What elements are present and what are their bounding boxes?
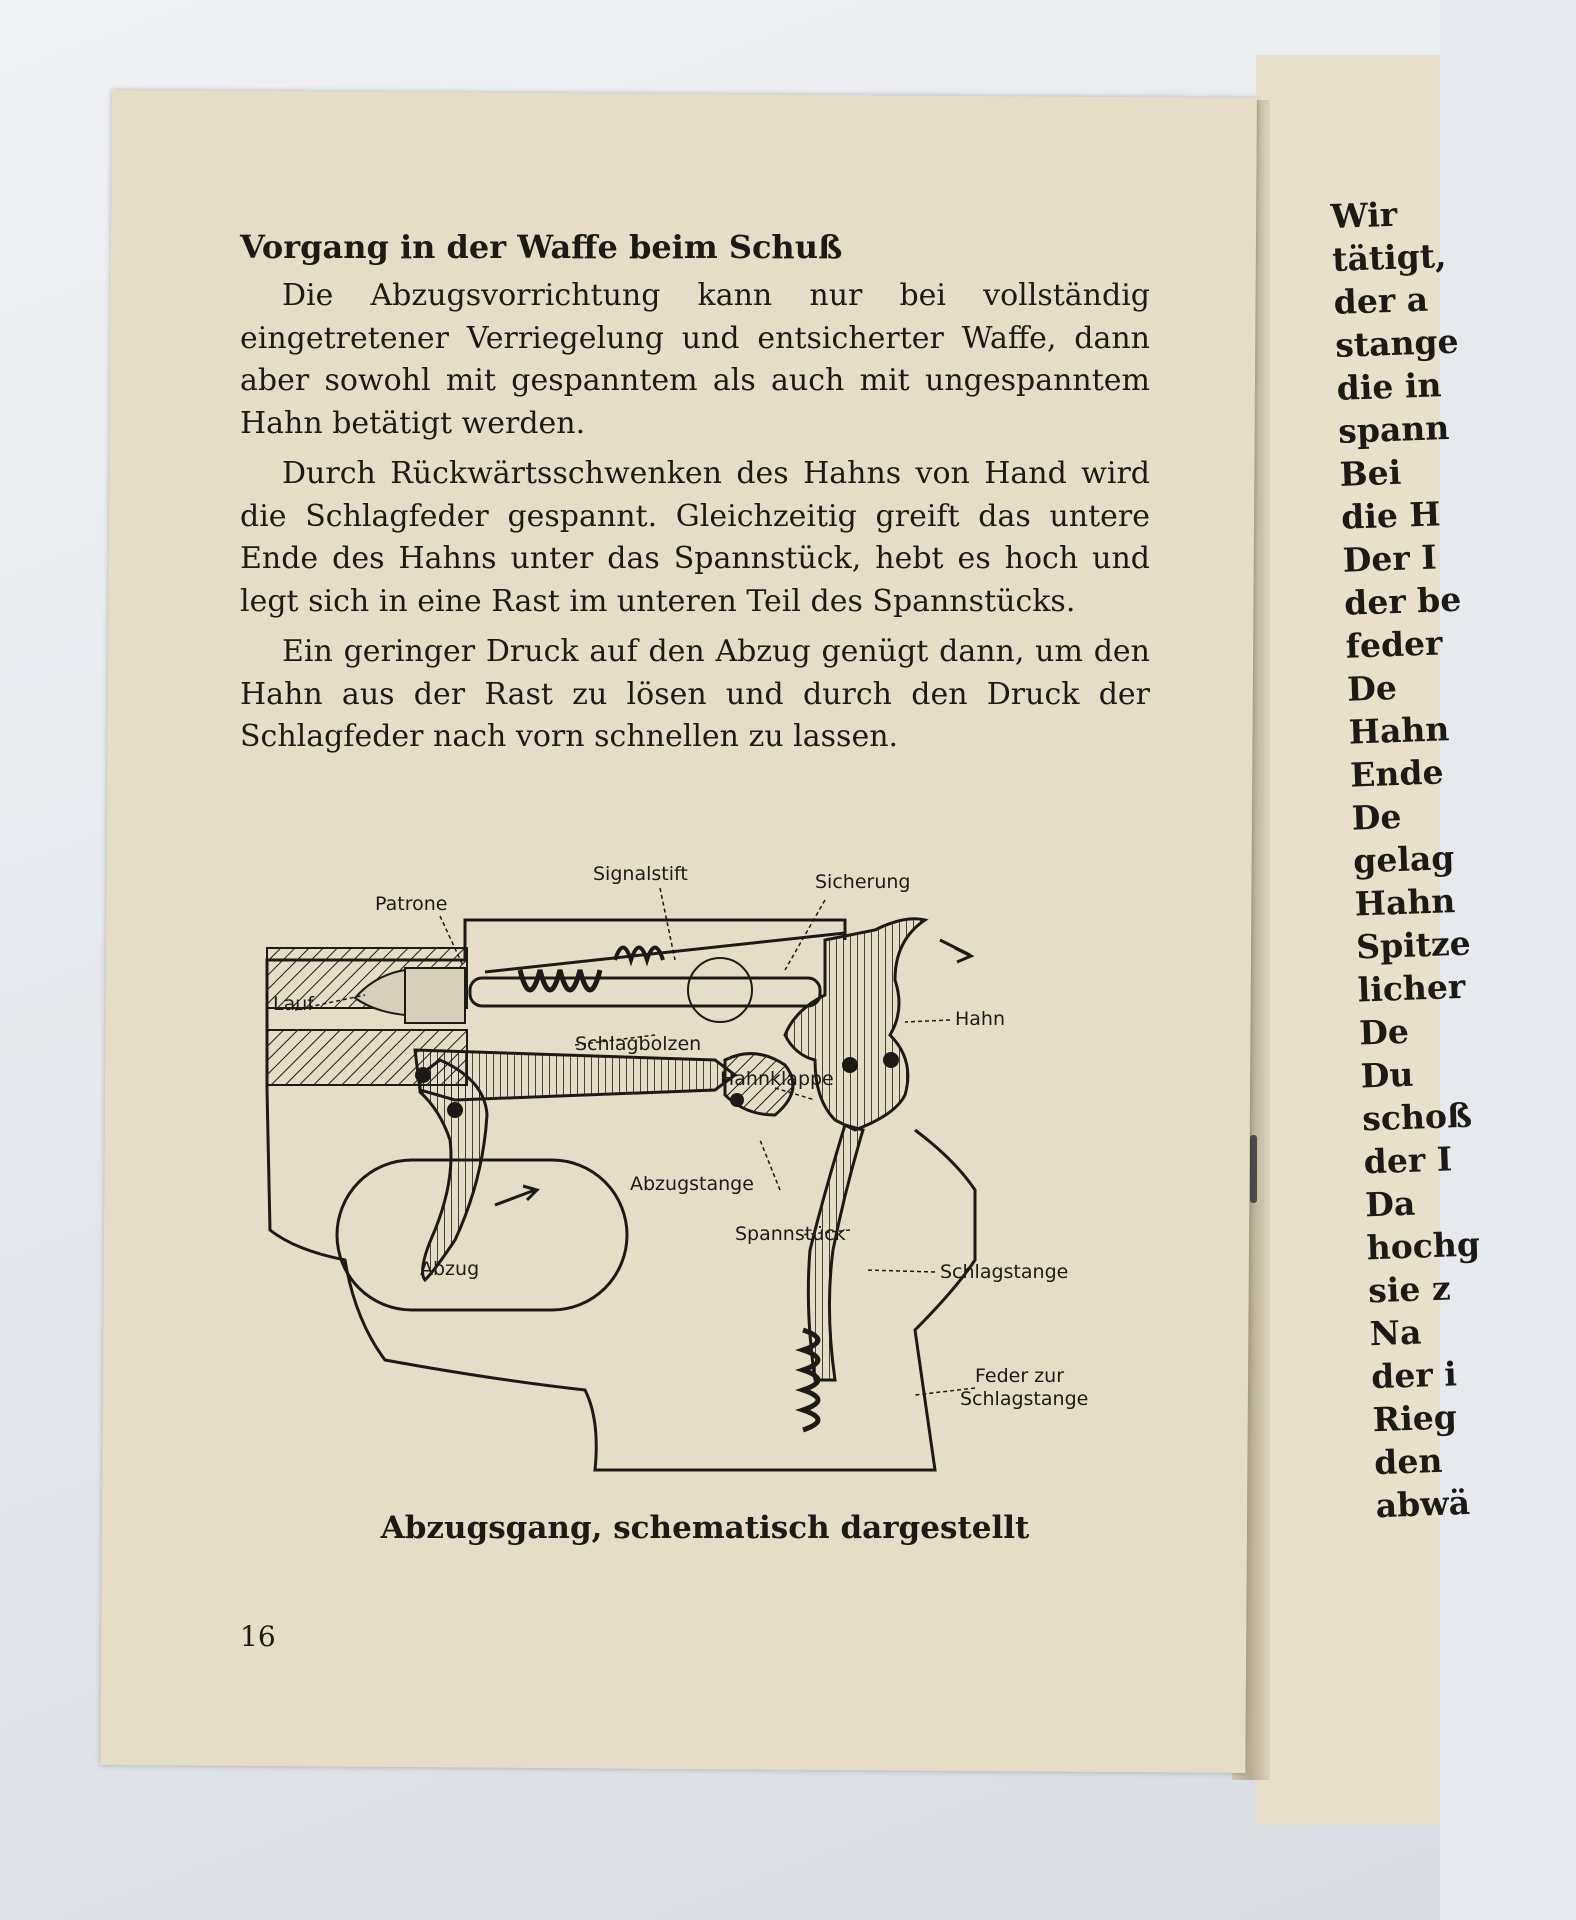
right-page-line: Da — [1364, 1183, 1416, 1225]
figure-caption: Abzugsgang, schematisch dargestellt — [380, 1510, 1030, 1546]
right-page-line: Wir — [1330, 194, 1398, 236]
right-page-line: De — [1358, 1011, 1410, 1053]
label-sicherung: Sicherung — [815, 871, 911, 893]
trigger — [420, 1060, 487, 1280]
right-page-line: gelag — [1352, 838, 1455, 881]
right-page-line: Ende — [1349, 752, 1445, 795]
right-page-line: De — [1346, 667, 1398, 709]
paragraph-3: Ein geringer Druck auf den Abzug genügt dann, um den Hahn aus der Rast zu lösen und durch den Druck der Schlagfeder nach vorn schnellen zu lassen. — [240, 634, 1150, 754]
label-abzugstange: Abzugstange — [630, 1173, 754, 1195]
right-page-line: die in — [1336, 365, 1442, 408]
section-heading: Vorgang in der Waffe beim Schuß — [240, 228, 843, 266]
right-page-line: Spitze — [1355, 923, 1472, 967]
label-hahn: Hahn — [955, 1008, 1006, 1030]
right-page-line: Na — [1369, 1312, 1422, 1354]
label-signalstift: Signalstift — [593, 863, 688, 885]
right-page-line: licher — [1357, 966, 1466, 1010]
label-lauf: Lauf — [273, 993, 314, 1015]
label-spannstueck: Spannstück — [735, 1223, 846, 1245]
right-page-line: Hahn — [1354, 881, 1456, 924]
label-abzug: Abzug — [420, 1258, 480, 1280]
right-page-line: Du — [1360, 1054, 1415, 1096]
safety-circle — [688, 958, 752, 1022]
right-page — [1256, 55, 1481, 1825]
hammer — [785, 919, 925, 1130]
paragraph-2: Durch Rückwärtsschwenken des Hahns von Hand wird die Schlagfeder gespannt. Gleichzeitig greift das untere Ende des Hahns unter das Spannstück, hebt es hoch und legt sich in eine Rast im unteren Teil des Spannstücks. — [240, 456, 1150, 619]
right-page-line: abwä — [1375, 1482, 1471, 1526]
right-page-line: der i — [1370, 1354, 1458, 1397]
label-schlagstange: Schlagstange — [940, 1261, 1069, 1283]
right-page-line: spann — [1337, 407, 1450, 451]
trigger-mechanism-diagram — [255, 860, 1155, 1500]
trigger-guard — [337, 1160, 627, 1310]
right-page-line: der be — [1343, 579, 1462, 623]
right-page-line: die H — [1340, 494, 1442, 537]
page-number: 16 — [240, 1620, 276, 1653]
label-hahnklappe: Hahnklappe — [720, 1068, 834, 1090]
right-page-line: Rieg — [1372, 1397, 1458, 1440]
signal-pin — [485, 933, 845, 972]
hammer-arrow — [940, 940, 971, 962]
right-page-line: schoß — [1361, 1095, 1473, 1139]
right-page-line: den — [1373, 1440, 1443, 1483]
trigger-arrow — [495, 1186, 537, 1205]
right-page-line: der I — [1363, 1139, 1453, 1182]
right-page-line: Der I — [1342, 537, 1438, 580]
paragraph-1: Die Abzugsvorrichtung kann nur bei vollständig eingetretener Verriegelung und entsicherter Waffe, dann aber sowohl mit gespanntem als auch mit ungespanntem Hahn betätigt werden. — [240, 278, 1150, 441]
right-page-line: stange — [1334, 321, 1460, 365]
mainspring — [803, 1330, 818, 1430]
label-schlagbolzen: Schlagbolzen — [575, 1033, 702, 1055]
right-page-line: feder — [1345, 623, 1444, 666]
right-page-line: tätigt, — [1331, 235, 1448, 279]
label-patrone: Patrone — [375, 893, 448, 915]
right-page-text — [1330, 188, 1576, 1527]
label-feder-line1: Feder zur — [975, 1365, 1065, 1387]
staple-bottom — [1250, 1135, 1257, 1203]
text-block — [240, 225, 1150, 767]
right-page-line: der a — [1333, 279, 1429, 322]
right-page-line: Hahn — [1348, 709, 1450, 752]
right-page-line: De — [1351, 796, 1403, 838]
right-page-line: Bei — [1339, 452, 1402, 494]
right-page-line: hochg — [1366, 1224, 1481, 1268]
firing-pin-spring — [520, 970, 600, 990]
cartridge-case — [405, 968, 465, 1023]
label-feder-line2: Schlagstange — [960, 1388, 1089, 1410]
right-page-line: sie z — [1367, 1268, 1452, 1311]
